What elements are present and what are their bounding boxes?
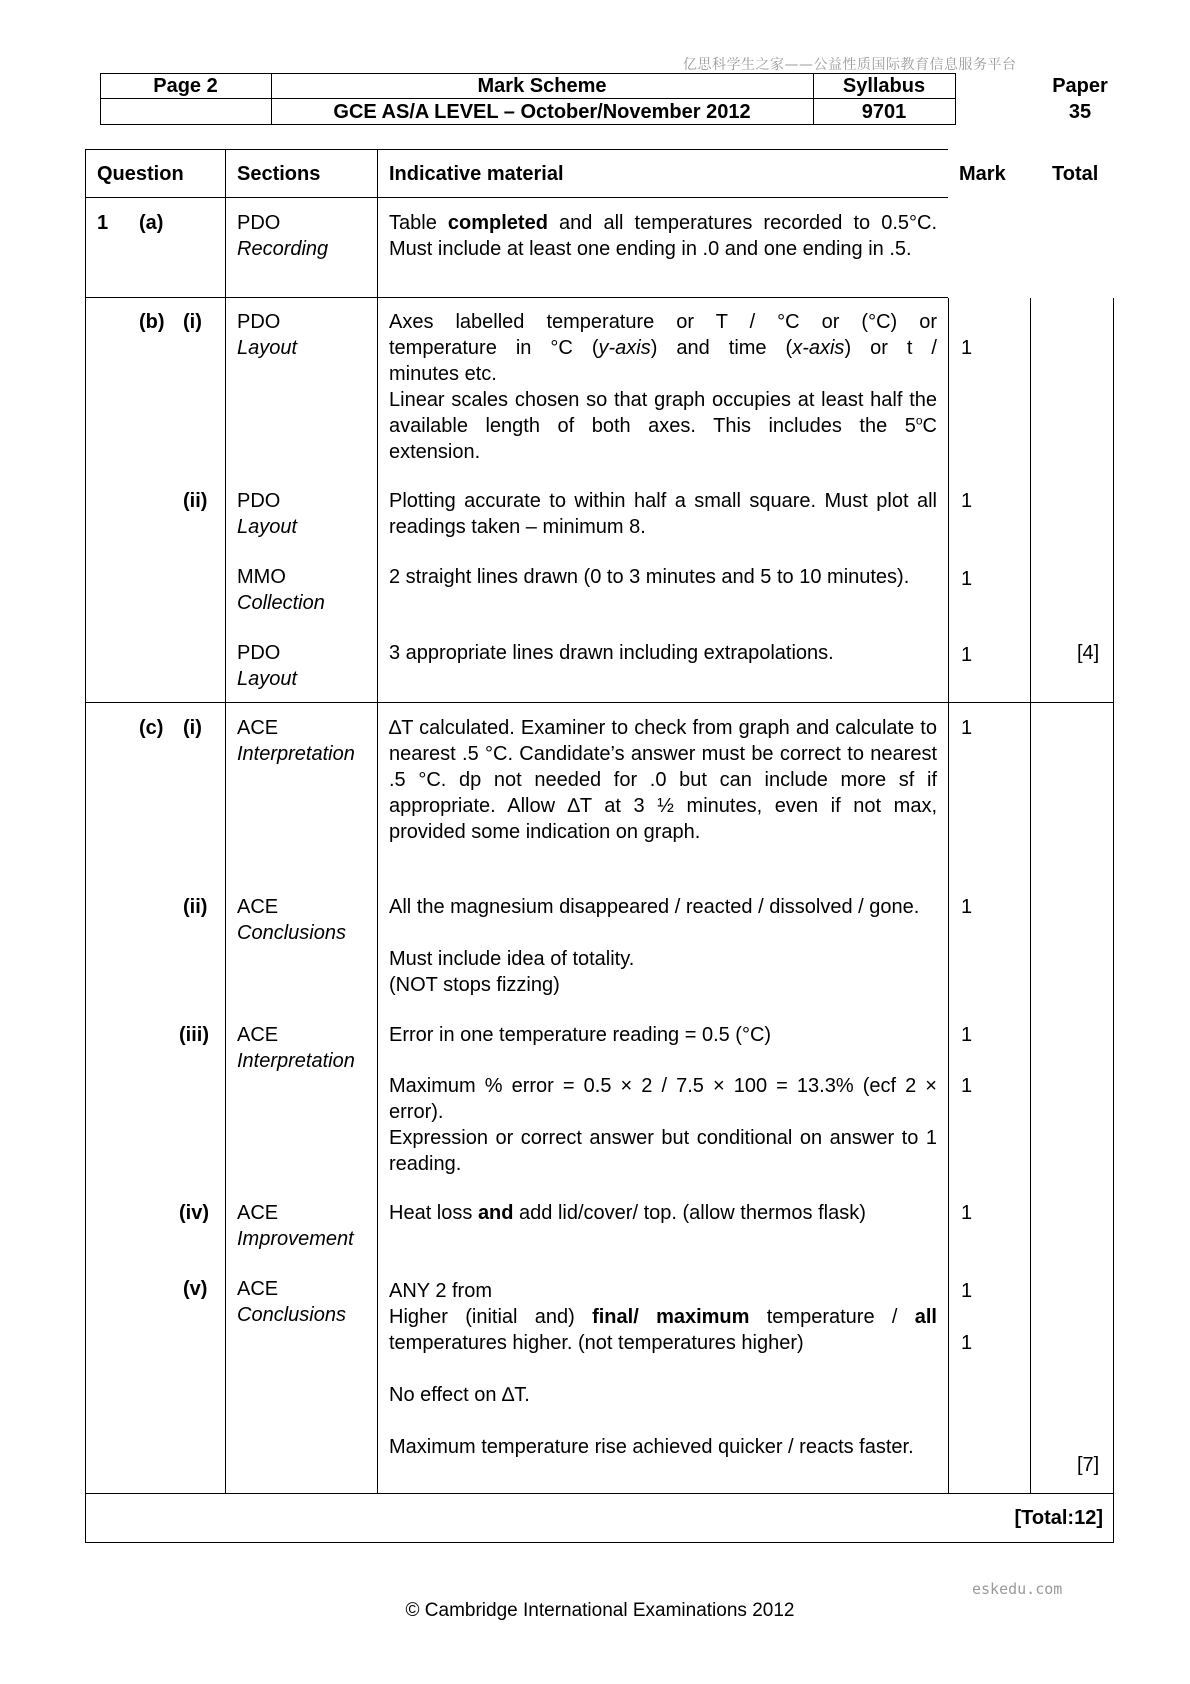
c-v-line3: temperatures higher. (not temperatures higher)	[389, 1332, 804, 1354]
b-mmo-mark: 1	[961, 568, 973, 590]
b-pdo-section: PDO	[237, 642, 281, 664]
watermark-top: 亿思科学生之家——公益性质国际教育信息服务平台	[683, 57, 1017, 73]
watermark-bottom: eskedu.com	[972, 1580, 1063, 1598]
rule-right	[1113, 298, 1114, 1543]
b-i-mark: 1	[961, 337, 973, 359]
header-exam: GCE AS/A LEVEL – October/November 2012	[333, 101, 751, 123]
b-ii-text: Plotting accurate to within half a small square. Must plot all readings taken – minimum 8.	[389, 490, 937, 538]
c-total: [7]	[1077, 1454, 1100, 1476]
header-paper: 35	[1068, 101, 1092, 123]
c-iii-mark2: 1	[961, 1075, 973, 1097]
c-ii-line3: (NOT stops fizzing)	[389, 974, 560, 996]
rule-c	[85, 1493, 1113, 1494]
b-i-line1: Axes labelled temperature or T / °C or (°C) or	[389, 311, 937, 333]
c-iii-line1: Error in one temperature reading = 0.5 (°C)	[389, 1024, 772, 1046]
c-iii-line2: Maximum % error = 0.5 × 2 / 7.5 × 100 = 13.3% (ecf 2 × error).	[389, 1075, 937, 1123]
c-ii-line2: Must include idea of totality.	[389, 948, 635, 970]
b-ii-skill: Layout	[237, 516, 298, 538]
c-v-line2: Higher (initial and) final/ maximum temperature / all	[389, 1306, 937, 1328]
rule-top	[85, 149, 948, 150]
b-ii-section: PDO	[237, 490, 281, 512]
b-i-line4: Linear scales chosen so that graph occupies at least half the available length of both axes. This includes the 5$^o$C extension.	[389, 389, 937, 463]
b-ii-sub: (ii)	[183, 490, 208, 512]
c-i-text: ∆T calculated. Examiner to check from graph and calculate to nearest .5 °C. Candidate’s answer must be correct to nearest .5 °C. dp not needed for .0 but can include more sf if appropriate. Allow ∆T at 3 ½ minutes, even if not max, provided some indication on graph.	[389, 717, 937, 843]
c-iv-text: Heat loss and add lid/cover/ top. (allow thermos flask)	[389, 1202, 866, 1224]
c-part: (c)	[139, 717, 164, 739]
b-i-sub: (i)	[183, 311, 202, 333]
c-iv-mark: 1	[961, 1202, 973, 1224]
rule-col1	[225, 149, 226, 1493]
col-question: Question	[97, 163, 184, 185]
b-i-section: PDO	[237, 311, 281, 333]
c-ii-skill: Conclusions	[237, 922, 346, 944]
grand-total: [Total:12]	[1014, 1507, 1103, 1529]
rule-b	[85, 702, 1113, 703]
c-i-section: ACE	[237, 717, 279, 739]
col-mark: Mark	[959, 163, 1006, 185]
header-syllabus: 9701	[861, 101, 907, 123]
rule-bottom	[85, 1542, 1113, 1543]
c-ii-mark: 1	[961, 896, 973, 918]
q1a-section: PDO	[237, 212, 281, 234]
rule-left	[85, 149, 86, 1543]
b-mmo-skill: Collection	[237, 592, 325, 614]
c-iii-mark1: 1	[961, 1024, 973, 1046]
c-v-mark1: 1	[961, 1280, 973, 1302]
mark-scheme-table	[85, 149, 1113, 1543]
b-mmo-section: MMO	[237, 566, 286, 588]
rule-col2	[377, 149, 378, 1493]
c-v-line5: Maximum temperature rise achieved quicker / reacts faster.	[389, 1436, 914, 1458]
c-iii-section: ACE	[237, 1024, 279, 1046]
b-i-skill: Layout	[237, 337, 298, 359]
b-i-line2: temperature in °C (y-axis) and time (x-axis) or t /	[389, 337, 937, 359]
c-v-skill: Conclusions	[237, 1304, 346, 1326]
header-syllabus-label: Syllabus	[842, 75, 926, 97]
col-sections: Sections	[237, 163, 321, 185]
c-i-sub: (i)	[183, 717, 202, 739]
b-ii-mark: 1	[961, 490, 973, 512]
header-page: Page 2	[153, 75, 218, 97]
c-iii-line3: Expression or correct answer but conditional on answer to 1 reading.	[389, 1127, 937, 1175]
b-i-line3: minutes etc.	[389, 363, 497, 385]
header-paper-label: Paper	[1052, 75, 1108, 97]
c-v-section: ACE	[237, 1278, 279, 1300]
c-i-mark: 1	[961, 717, 973, 739]
b-pdo-text: 3 appropriate lines drawn including extrapolations.	[389, 642, 834, 664]
rule-col4	[1030, 298, 1031, 1493]
b-pdo-mark: 1	[961, 644, 973, 666]
b-mmo-text: 2 straight lines drawn (0 to 3 minutes and 5 to 10 minutes).	[389, 566, 910, 588]
header-title: Mark Scheme	[477, 75, 607, 97]
c-ii-sub: (ii)	[183, 896, 208, 918]
c-iii-skill: Interpretation	[237, 1050, 355, 1072]
c-v-mark2: 1	[961, 1332, 973, 1354]
rule-a	[85, 297, 948, 298]
q1a-part: (a)	[139, 212, 164, 234]
c-ii-section: ACE	[237, 896, 279, 918]
c-iv-section: ACE	[237, 1202, 279, 1224]
c-iii-sub: (iii)	[179, 1024, 209, 1046]
c-iv-skill: Improvement	[237, 1228, 354, 1250]
rule-col3	[948, 298, 949, 1493]
col-indicative: Indicative material	[389, 163, 564, 185]
q1a-text: Table completed and all temperatures recorded to 0.5°C. Must include at least one ending in .0 and one ending in .5.	[389, 212, 937, 260]
c-v-sub: (v)	[183, 1278, 208, 1300]
c-ii-line1: All the magnesium disappeared / reacted / dissolved / gone.	[389, 896, 920, 918]
header-table	[100, 73, 1108, 125]
c-v-line4: No effect on ∆T.	[389, 1384, 530, 1406]
b-total: [4]	[1077, 642, 1100, 664]
b-pdo-skill: Layout	[237, 668, 298, 690]
rule-header	[85, 197, 948, 198]
col-total: Total	[1052, 163, 1099, 185]
c-i-skill: Interpretation	[237, 743, 355, 765]
c-iv-sub: (iv)	[179, 1202, 209, 1224]
q1a-skill: Recording	[237, 238, 329, 260]
q1-number: 1	[97, 212, 109, 234]
footer-copyright: © Cambridge International Examinations 2012	[405, 1600, 795, 1621]
c-v-line1: ANY 2 from	[389, 1280, 492, 1302]
header-divider-3	[955, 73, 956, 125]
b-part: (b)	[139, 311, 165, 333]
